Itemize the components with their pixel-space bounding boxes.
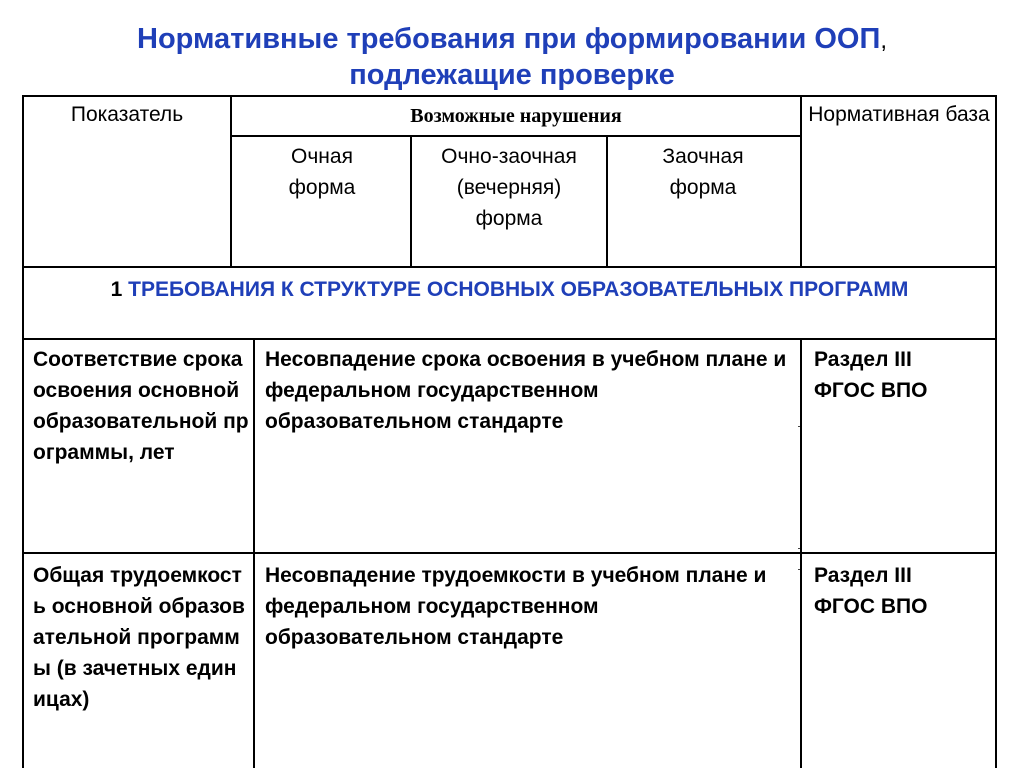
header-divider-part-extramural [606, 135, 608, 268]
title-comma: , [880, 27, 887, 54]
header-indicator: Показатель [70, 103, 184, 126]
title-line-1-text: Нормативные требования при формировании ООП [137, 23, 881, 55]
header-divider-base [800, 95, 802, 268]
table-border-top [22, 95, 997, 97]
section-title: ТРЕБОВАНИЯ К СТРУКТУРЕ ОСНОВНЫХ ОБРАЗОВАТЕЛЬНЫХ ПРОГРАММ [128, 278, 909, 301]
body-divider-base [800, 338, 802, 768]
row-1-violation: Несовпадение срока освоения в учебном плане и федеральном государственном образовательном стандарте [265, 348, 787, 433]
section-heading [82, 275, 937, 305]
minor-tick [798, 569, 800, 570]
header-part-time: Очно-заочная (вечерняя) форма [441, 145, 577, 230]
title-line-1 [0, 22, 1024, 58]
header-subdivider-horizontal [230, 135, 802, 137]
minor-tick [798, 426, 800, 427]
requirements-table [22, 95, 997, 768]
header-violations: Возможные нарушения [410, 105, 622, 127]
section-number: 1 [110, 278, 123, 301]
header-full-time: Очная форма [288, 145, 356, 199]
row-1-normative-base: Раздел III ФГОС ВПО [814, 348, 928, 402]
row-2-violation: Несовпадение трудоемкости в учебном плане и федеральном государственном образовательном стандарте [265, 564, 767, 649]
header-normative-base: Нормативная база [808, 103, 990, 126]
row-1-indicator: Соответствие срока освоения основной образовательной программы, лет [33, 348, 249, 464]
table-border-right [995, 95, 997, 768]
slide-title [0, 22, 1024, 92]
row-2-indicator: Общая трудоемкость основной образовательной программы (в зачетных единицах) [33, 564, 245, 711]
section-bottom-line [22, 338, 997, 340]
header-extramural: Заочная форма [662, 145, 744, 199]
body-divider-indicator [253, 338, 255, 768]
header-divider-indicator [230, 95, 232, 268]
title-line-2: подлежащие проверке [349, 59, 675, 91]
header-bottom-line [22, 266, 997, 268]
minor-tick [798, 548, 800, 549]
row-2-normative-base: Раздел III ФГОС ВПО [814, 564, 928, 618]
row-1-bottom-line [22, 552, 997, 554]
table-border-left [22, 95, 24, 768]
header-divider-full-part [410, 135, 412, 268]
